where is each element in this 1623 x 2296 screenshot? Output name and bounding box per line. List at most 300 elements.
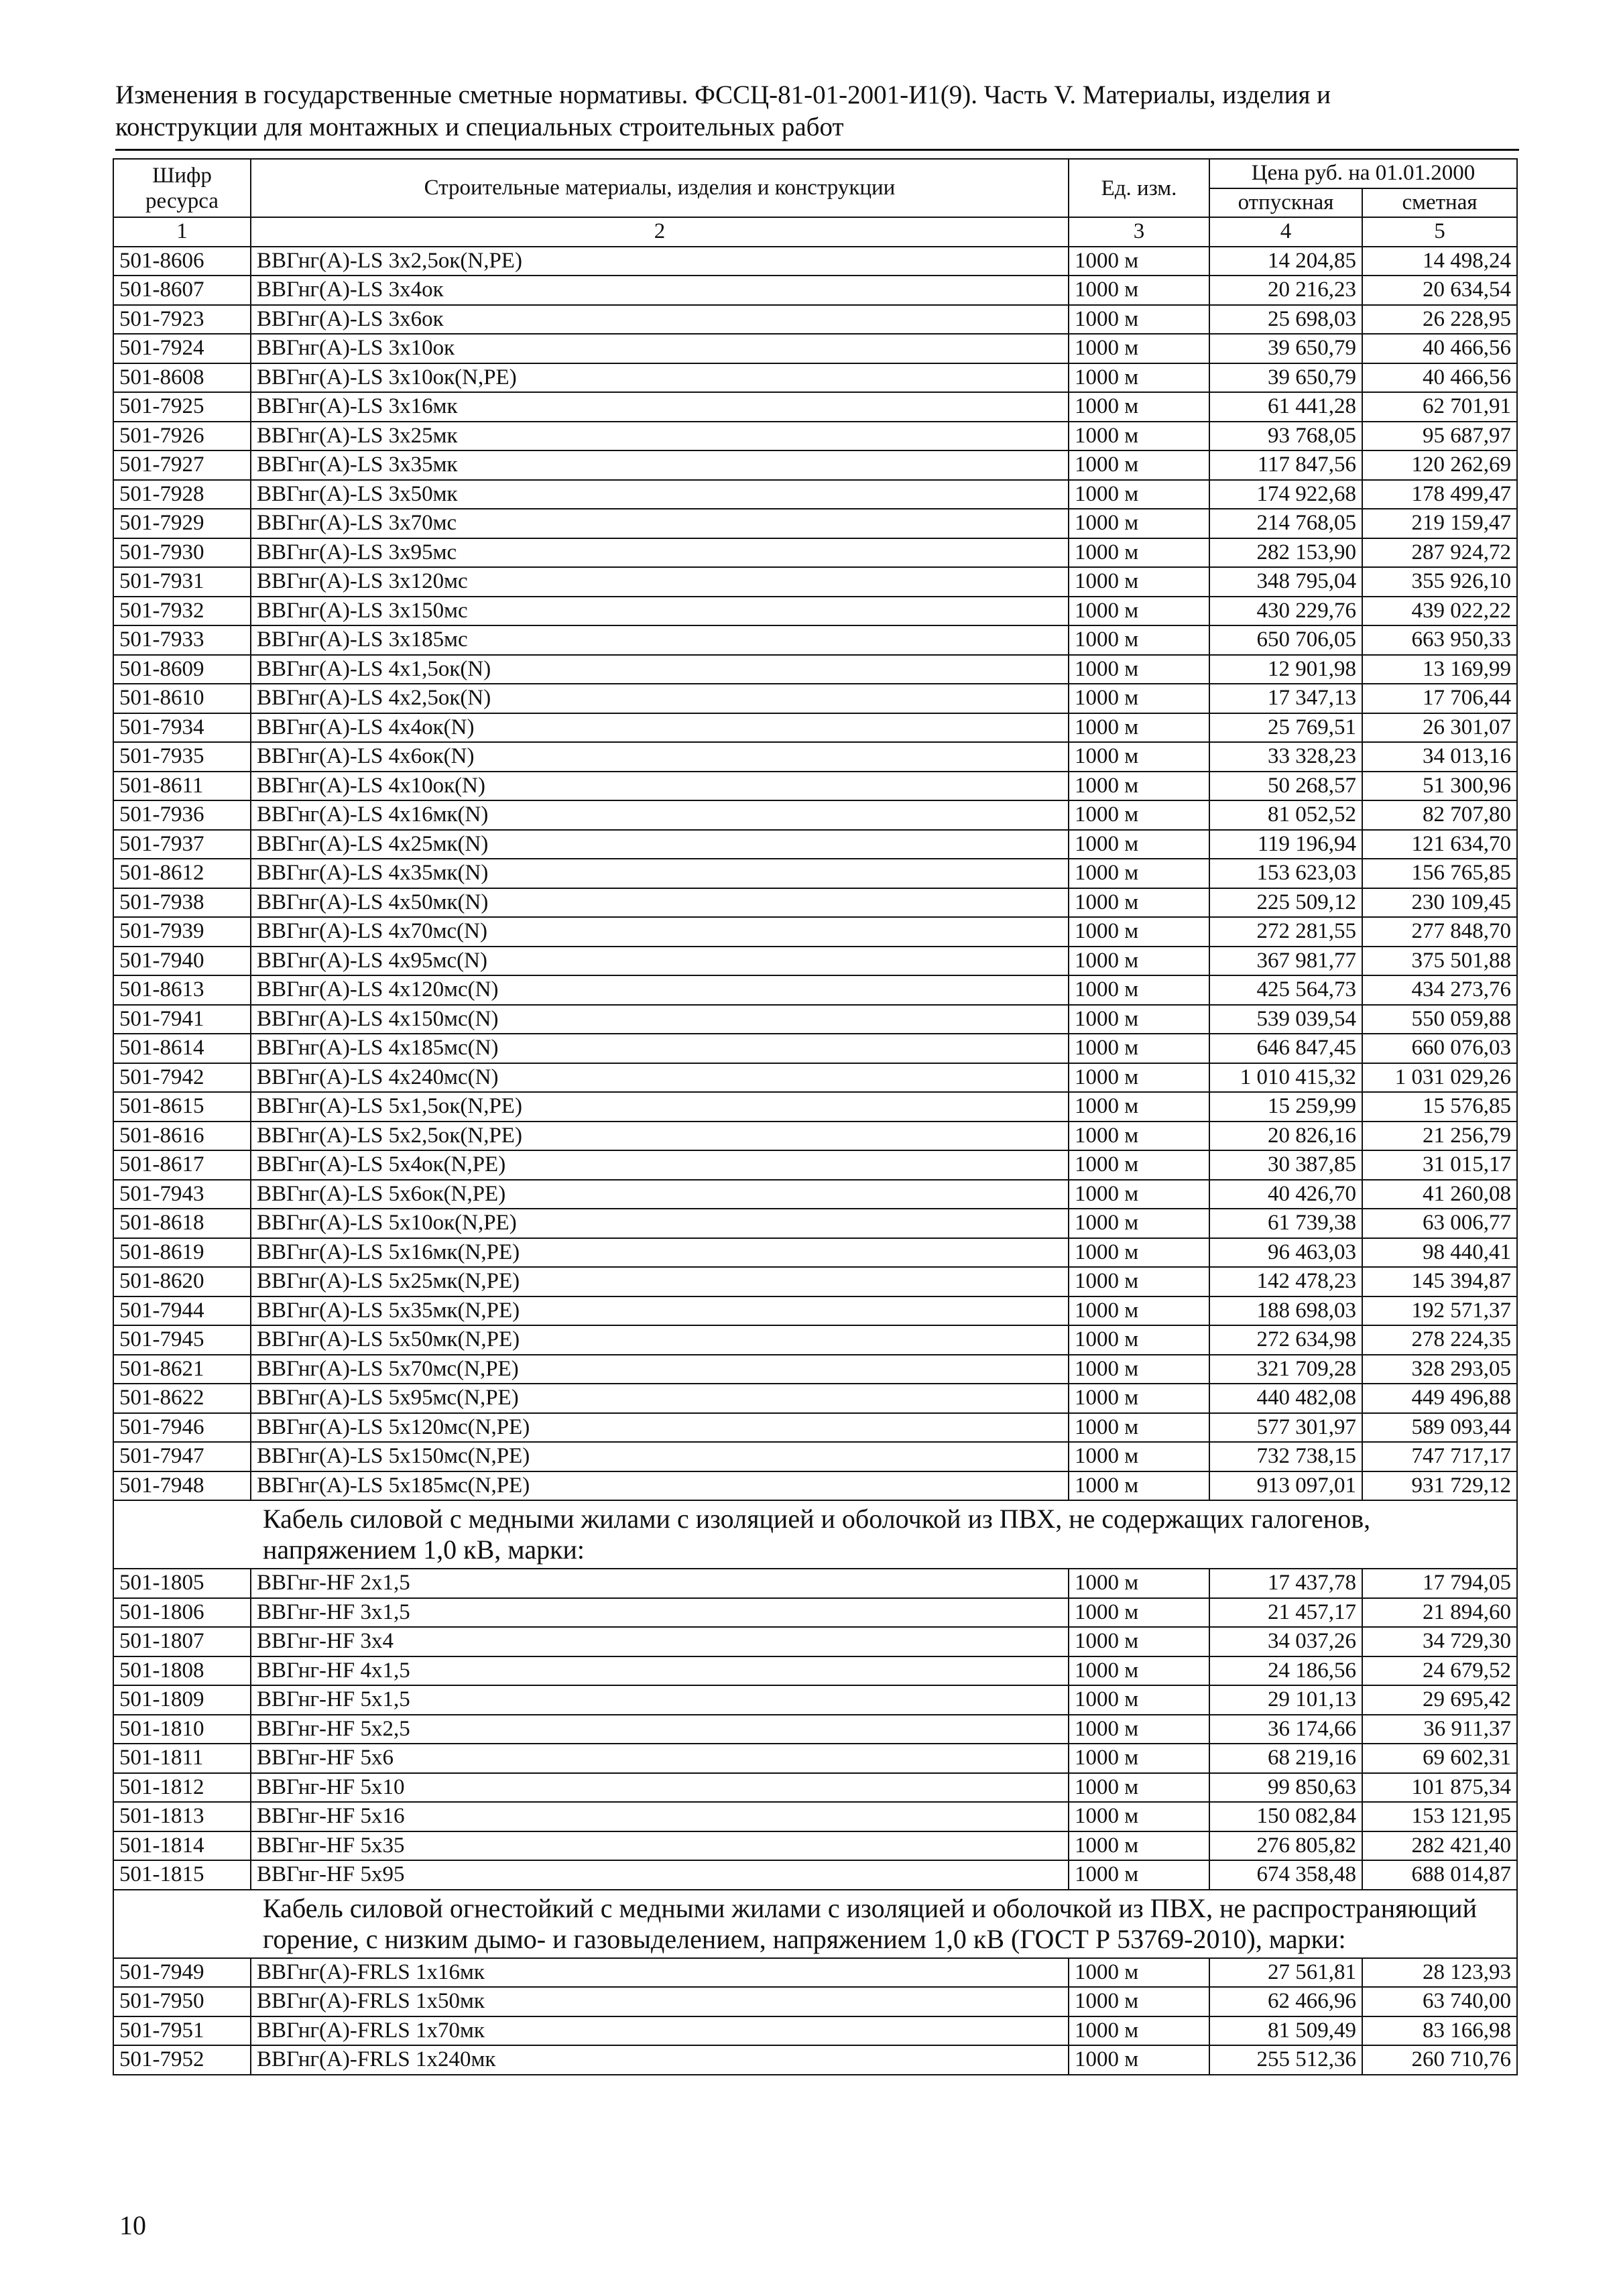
resource-code-cell: 501-7943	[113, 1180, 251, 1209]
unit-cell: 1000 м	[1069, 1715, 1209, 1744]
resource-code-cell: 501-7947	[113, 1442, 251, 1471]
table-row	[113, 1122, 1517, 1151]
resource-code-cell: 501-7952	[113, 2045, 251, 2075]
release-price-cell: 17 347,13	[1209, 684, 1362, 713]
estimate-price-cell: 355 926,10	[1362, 567, 1517, 597]
header-rule	[115, 149, 1519, 151]
estimate-price-cell: 287 924,72	[1362, 538, 1517, 568]
material-name-cell: ВВГнг(А)-LS 3х95мс	[251, 538, 1069, 568]
unit-cell: 1000 м	[1069, 772, 1209, 801]
resource-code-cell: 501-8620	[113, 1267, 251, 1296]
section-heading-row	[113, 1500, 1517, 1569]
estimate-price-cell: 63 006,77	[1362, 1209, 1517, 1238]
unit-cell: 1000 м	[1069, 1005, 1209, 1034]
material-name-cell: ВВГнг-HF 3х1,5	[251, 1598, 1069, 1628]
release-price-cell: 29 101,13	[1209, 1685, 1362, 1715]
section-heading: Кабель силовой огнестойкий с медными жилами с изоляцией и оболочкой из ПВХ, не распространяющий горение, с низким дымо- и газовыделением, напряжением 1,0 кВ (ГОСТ Р 53769-2010), марки:	[113, 1890, 1517, 1958]
estimate-price-cell: 178 499,47	[1362, 480, 1517, 509]
material-name-cell: ВВГнг(А)-LS 5х4ок(N,PE)	[251, 1150, 1069, 1180]
material-name-cell: ВВГнг(А)-LS 5х10ок(N,PE)	[251, 1209, 1069, 1238]
estimate-price-cell: 95 687,97	[1362, 422, 1517, 451]
estimate-price-cell: 219 159,47	[1362, 509, 1517, 538]
material-name-cell: ВВГнг(А)-LS 3х4ок	[251, 276, 1069, 305]
column-number: 2	[251, 217, 1069, 247]
resource-code-cell: 501-7945	[113, 1325, 251, 1355]
release-price-cell: 255 512,36	[1209, 2045, 1362, 2075]
estimate-price-cell: 28 123,93	[1362, 1958, 1517, 1988]
release-price-cell: 27 561,81	[1209, 1958, 1362, 1988]
release-price-cell: 142 478,23	[1209, 1267, 1362, 1296]
table-row	[113, 975, 1517, 1005]
unit-cell: 1000 м	[1069, 655, 1209, 684]
table-row	[113, 1442, 1517, 1471]
estimate-price-cell: 192 571,37	[1362, 1296, 1517, 1326]
material-name-cell: ВВГнг(А)-LS 3х10ок(N,PE)	[251, 363, 1069, 393]
unit-cell: 1000 м	[1069, 859, 1209, 888]
resource-code-cell: 501-7949	[113, 1958, 251, 1988]
unit-cell: 1000 м	[1069, 1180, 1209, 1209]
material-name-cell: ВВГнг-HF 5х95	[251, 1860, 1069, 1890]
resource-code-cell: 501-7936	[113, 800, 251, 830]
resource-code-cell: 501-7933	[113, 625, 251, 655]
resource-code-cell: 501-1809	[113, 1685, 251, 1715]
resource-code-cell: 501-1811	[113, 1744, 251, 1773]
table-row	[113, 1267, 1517, 1296]
table-row	[113, 1958, 1517, 1988]
unit-cell: 1000 м	[1069, 742, 1209, 772]
material-name-cell: ВВГнг(А)-LS 4х6ок(N)	[251, 742, 1069, 772]
material-name-cell: ВВГнг(А)-FRLS 1х70мк	[251, 2016, 1069, 2046]
material-name-cell: ВВГнг(А)-LS 5х150мс(N,PE)	[251, 1442, 1069, 1471]
unit-cell: 1000 м	[1069, 1413, 1209, 1443]
release-price-cell: 440 482,08	[1209, 1384, 1362, 1413]
unit-cell: 1000 м	[1069, 538, 1209, 568]
material-name-cell: ВВГнг(А)-LS 5х35мк(N,PE)	[251, 1296, 1069, 1326]
resource-code-cell: 501-7934	[113, 713, 251, 743]
resource-code-cell: 501-1814	[113, 1831, 251, 1861]
estimate-price-cell: 663 950,33	[1362, 625, 1517, 655]
resource-code-cell: 501-7939	[113, 917, 251, 947]
resource-code-cell: 501-7930	[113, 538, 251, 568]
release-price-cell: 430 229,76	[1209, 597, 1362, 626]
estimate-price-cell: 98 440,41	[1362, 1238, 1517, 1268]
resource-code-cell: 501-7944	[113, 1296, 251, 1326]
release-price-cell: 117 847,56	[1209, 450, 1362, 480]
material-name-cell: ВВГнг(А)-LS 4х240мс(N)	[251, 1063, 1069, 1093]
table-row	[113, 1238, 1517, 1268]
material-name-cell: ВВГнг(А)-LS 3х70мс	[251, 509, 1069, 538]
release-price-cell: 39 650,79	[1209, 334, 1362, 363]
material-name-cell: ВВГнг-HF 5х10	[251, 1773, 1069, 1803]
release-price-cell: 650 706,05	[1209, 625, 1362, 655]
estimate-price-cell: 121 634,70	[1362, 830, 1517, 859]
release-price-cell: 214 768,05	[1209, 509, 1362, 538]
estimate-price-cell: 120 262,69	[1362, 450, 1517, 480]
release-price-cell: 577 301,97	[1209, 1413, 1362, 1443]
release-price-cell: 153 623,03	[1209, 859, 1362, 888]
material-name-cell: ВВГнг(А)-LS 4х70мс(N)	[251, 917, 1069, 947]
release-price-cell: 20 216,23	[1209, 276, 1362, 305]
resource-code-cell: 501-7950	[113, 1987, 251, 2016]
table-row	[113, 1355, 1517, 1384]
material-name-cell: ВВГнг-HF 4х1,5	[251, 1656, 1069, 1686]
material-name-cell: ВВГнг(А)-LS 5х120мс(N,PE)	[251, 1413, 1069, 1443]
unit-cell: 1000 м	[1069, 947, 1209, 976]
release-price-cell: 33 328,23	[1209, 742, 1362, 772]
material-name-cell: ВВГнг(А)-LS 5х16мк(N,PE)	[251, 1238, 1069, 1268]
resource-code-cell: 501-8612	[113, 859, 251, 888]
resource-code-cell: 501-8622	[113, 1384, 251, 1413]
table-row	[113, 888, 1517, 918]
unit-cell: 1000 м	[1069, 713, 1209, 743]
resource-code-cell: 501-8607	[113, 276, 251, 305]
column-number: 1	[113, 217, 251, 247]
table-row	[113, 1209, 1517, 1238]
material-name-cell: ВВГнг(А)-LS 4х95мс(N)	[251, 947, 1069, 976]
table-row	[113, 597, 1517, 626]
material-name-cell: ВВГнг(А)-LS 4х16мк(N)	[251, 800, 1069, 830]
resource-code-cell: 501-1806	[113, 1598, 251, 1628]
resource-code-cell: 501-8616	[113, 1122, 251, 1151]
estimate-price-cell: 328 293,05	[1362, 1355, 1517, 1384]
release-price-cell: 61 739,38	[1209, 1209, 1362, 1238]
material-name-cell: ВВГнг-HF 3х4	[251, 1627, 1069, 1656]
release-price-cell: 93 768,05	[1209, 422, 1362, 451]
estimate-price-cell: 40 466,56	[1362, 363, 1517, 393]
estimate-price-cell: 747 717,17	[1362, 1442, 1517, 1471]
estimate-price-cell: 282 421,40	[1362, 1831, 1517, 1861]
estimate-price-cell: 26 228,95	[1362, 305, 1517, 335]
release-price-cell: 367 981,77	[1209, 947, 1362, 976]
resource-code-cell: 501-1812	[113, 1773, 251, 1803]
table-row	[113, 1744, 1517, 1773]
release-price-cell: 21 457,17	[1209, 1598, 1362, 1628]
table-row	[113, 1656, 1517, 1686]
estimate-price-cell: 83 166,98	[1362, 2016, 1517, 2046]
release-price-cell: 34 037,26	[1209, 1627, 1362, 1656]
material-name-cell: ВВГнг(А)-LS 5х70мс(N,PE)	[251, 1355, 1069, 1384]
unit-cell: 1000 м	[1069, 1627, 1209, 1656]
table-row	[113, 859, 1517, 888]
table-row	[113, 1831, 1517, 1861]
document-title-line-2: конструкции для монтажных и специальных строительных работ	[115, 113, 844, 141]
table-row	[113, 450, 1517, 480]
table-row	[113, 363, 1517, 393]
price-table	[113, 158, 1518, 2075]
material-name-cell: ВВГнг-HF 5х1,5	[251, 1685, 1069, 1715]
resource-code-cell: 501-1805	[113, 1569, 251, 1598]
table-row	[113, 1005, 1517, 1034]
release-price-cell: 24 186,56	[1209, 1656, 1362, 1686]
table-row	[113, 684, 1517, 713]
release-price-cell: 39 650,79	[1209, 363, 1362, 393]
unit-cell: 1000 м	[1069, 1150, 1209, 1180]
unit-cell: 1000 м	[1069, 2045, 1209, 2075]
unit-cell: 1000 м	[1069, 1744, 1209, 1773]
table-row	[113, 1598, 1517, 1628]
unit-cell: 1000 м	[1069, 1267, 1209, 1296]
release-price-cell: 81 509,49	[1209, 2016, 1362, 2046]
estimate-price-cell: 24 679,52	[1362, 1656, 1517, 1686]
material-name-cell: ВВГнг(А)-LS 3х120мс	[251, 567, 1069, 597]
table-row	[113, 1034, 1517, 1063]
resource-code-cell: 501-7931	[113, 567, 251, 597]
estimate-price-cell: 51 300,96	[1362, 772, 1517, 801]
material-name-cell: ВВГнг-HF 5х16	[251, 1802, 1069, 1831]
estimate-price-cell: 277 848,70	[1362, 917, 1517, 947]
estimate-price-cell: 17 794,05	[1362, 1569, 1517, 1598]
unit-cell: 1000 м	[1069, 1685, 1209, 1715]
resource-code-cell: 501-8609	[113, 655, 251, 684]
unit-cell: 1000 м	[1069, 888, 1209, 918]
material-name-cell: ВВГнг(А)-LS 5х1,5ок(N,PE)	[251, 1092, 1069, 1122]
table-row	[113, 2016, 1517, 2046]
unit-cell: 1000 м	[1069, 684, 1209, 713]
release-price-cell: 321 709,28	[1209, 1355, 1362, 1384]
unit-cell: 1000 м	[1069, 422, 1209, 451]
header-price-release: отпускная	[1209, 188, 1362, 218]
release-price-cell: 25 698,03	[1209, 305, 1362, 335]
estimate-price-cell: 660 076,03	[1362, 1034, 1517, 1063]
release-price-cell: 425 564,73	[1209, 975, 1362, 1005]
material-name-cell: ВВГнг(А)-LS 3х6ок	[251, 305, 1069, 335]
column-number: 5	[1362, 217, 1517, 247]
resource-code-cell: 501-7923	[113, 305, 251, 335]
estimate-price-cell: 17 706,44	[1362, 684, 1517, 713]
unit-cell: 1000 м	[1069, 625, 1209, 655]
release-price-cell: 150 082,84	[1209, 1802, 1362, 1831]
material-name-cell: ВВГнг(А)-LS 4х150мс(N)	[251, 1005, 1069, 1034]
material-name-cell: ВВГнг(А)-LS 3х50мк	[251, 480, 1069, 509]
release-price-cell: 36 174,66	[1209, 1715, 1362, 1744]
unit-cell: 1000 м	[1069, 2016, 1209, 2046]
estimate-price-cell: 34 729,30	[1362, 1627, 1517, 1656]
release-price-cell: 30 387,85	[1209, 1150, 1362, 1180]
estimate-price-cell: 156 765,85	[1362, 859, 1517, 888]
table-row	[113, 392, 1517, 422]
unit-cell: 1000 м	[1069, 975, 1209, 1005]
release-price-cell: 99 850,63	[1209, 1773, 1362, 1803]
estimate-price-cell: 31 015,17	[1362, 1150, 1517, 1180]
release-price-cell: 96 463,03	[1209, 1238, 1362, 1268]
estimate-price-cell: 260 710,76	[1362, 2045, 1517, 2075]
resource-code-cell: 501-1813	[113, 1802, 251, 1831]
table-row	[113, 567, 1517, 597]
table-body	[113, 247, 1517, 2075]
table-row	[113, 1685, 1517, 1715]
resource-code-cell: 501-8614	[113, 1034, 251, 1063]
table-row	[113, 1987, 1517, 2016]
table-row	[113, 947, 1517, 976]
table-row	[113, 1715, 1517, 1744]
release-price-cell: 25 769,51	[1209, 713, 1362, 743]
unit-cell: 1000 м	[1069, 392, 1209, 422]
resource-code-cell: 501-7926	[113, 422, 251, 451]
material-name-cell: ВВГнг(А)-LS 3х16мк	[251, 392, 1069, 422]
release-price-cell: 188 698,03	[1209, 1296, 1362, 1326]
material-name-cell: ВВГнг-HF 5х2,5	[251, 1715, 1069, 1744]
unit-cell: 1000 м	[1069, 363, 1209, 393]
material-name-cell: ВВГнг(А)-LS 4х1,5ок(N)	[251, 655, 1069, 684]
table-row	[113, 1569, 1517, 1598]
resource-code-cell: 501-1810	[113, 1715, 251, 1744]
release-price-cell: 68 219,16	[1209, 1744, 1362, 1773]
resource-code-cell: 501-7946	[113, 1413, 251, 1443]
release-price-cell: 14 204,85	[1209, 247, 1362, 276]
material-name-cell: ВВГнг(А)-LS 5х50мк(N,PE)	[251, 1325, 1069, 1355]
estimate-price-cell: 589 093,44	[1362, 1413, 1517, 1443]
resource-code-cell: 501-7951	[113, 2016, 251, 2046]
estimate-price-cell: 21 256,79	[1362, 1122, 1517, 1151]
material-name-cell: ВВГнг(А)-FRLS 1х240мк	[251, 2045, 1069, 2075]
table-row	[113, 1150, 1517, 1180]
unit-cell: 1000 м	[1069, 1831, 1209, 1861]
table-row	[113, 1802, 1517, 1831]
resource-code-cell: 501-7937	[113, 830, 251, 859]
material-name-cell: ВВГнг(А)-LS 3х10ок	[251, 334, 1069, 363]
table-row	[113, 1627, 1517, 1656]
resource-code-cell: 501-7938	[113, 888, 251, 918]
release-price-cell: 646 847,45	[1209, 1034, 1362, 1063]
table-row	[113, 1384, 1517, 1413]
release-price-cell: 276 805,82	[1209, 1831, 1362, 1861]
material-name-cell: ВВГнг(А)-LS 5х25мк(N,PE)	[251, 1267, 1069, 1296]
unit-cell: 1000 м	[1069, 1092, 1209, 1122]
unit-cell: 1000 м	[1069, 1034, 1209, 1063]
estimate-price-cell: 82 707,80	[1362, 800, 1517, 830]
material-name-cell: ВВГнг(А)-FRLS 1х16мк	[251, 1958, 1069, 1988]
table-row	[113, 1325, 1517, 1355]
unit-cell: 1000 м	[1069, 1987, 1209, 2016]
table-row	[113, 655, 1517, 684]
resource-code-cell: 501-7927	[113, 450, 251, 480]
table-row	[113, 1413, 1517, 1443]
release-price-cell: 12 901,98	[1209, 655, 1362, 684]
release-price-cell: 282 153,90	[1209, 538, 1362, 568]
estimate-price-cell: 21 894,60	[1362, 1598, 1517, 1628]
estimate-price-cell: 14 498,24	[1362, 247, 1517, 276]
material-name-cell: ВВГнг(А)-LS 4х10ок(N)	[251, 772, 1069, 801]
unit-cell: 1000 м	[1069, 1355, 1209, 1384]
release-price-cell: 272 634,98	[1209, 1325, 1362, 1355]
estimate-price-cell: 153 121,95	[1362, 1802, 1517, 1831]
release-price-cell: 272 281,55	[1209, 917, 1362, 947]
resource-code-cell: 501-7941	[113, 1005, 251, 1034]
estimate-price-cell: 449 496,88	[1362, 1384, 1517, 1413]
resource-code-cell: 501-7948	[113, 1471, 251, 1501]
material-name-cell: ВВГнг(А)-LS 3х150мс	[251, 597, 1069, 626]
table-row	[113, 2045, 1517, 2075]
resource-code-cell: 501-8617	[113, 1150, 251, 1180]
unit-cell: 1000 м	[1069, 1296, 1209, 1326]
material-name-cell: ВВГнг(А)-FRLS 1х50мк	[251, 1987, 1069, 2016]
unit-cell: 1000 м	[1069, 830, 1209, 859]
table-row	[113, 334, 1517, 363]
material-name-cell: ВВГнг(А)-LS 5х95мс(N,PE)	[251, 1384, 1069, 1413]
unit-cell: 1000 м	[1069, 1958, 1209, 1988]
table-row	[113, 625, 1517, 655]
header-code: Шифр ресурса	[113, 159, 251, 217]
resource-code-cell: 501-8618	[113, 1209, 251, 1238]
material-name-cell: ВВГнг(А)-LS 4х50мк(N)	[251, 888, 1069, 918]
unit-cell: 1000 м	[1069, 305, 1209, 335]
header-name: Строительные материалы, изделия и конструкции	[251, 159, 1069, 217]
table-row	[113, 1092, 1517, 1122]
unit-cell: 1000 м	[1069, 1802, 1209, 1831]
table-row	[113, 538, 1517, 568]
release-price-cell: 15 259,99	[1209, 1092, 1362, 1122]
unit-cell: 1000 м	[1069, 1442, 1209, 1471]
release-price-cell: 732 738,15	[1209, 1442, 1362, 1471]
release-price-cell: 17 437,78	[1209, 1569, 1362, 1598]
resource-code-cell: 501-1808	[113, 1656, 251, 1686]
estimate-price-cell: 62 701,91	[1362, 392, 1517, 422]
header-price-group: Цена руб. на 01.01.2000	[1209, 159, 1517, 188]
estimate-price-cell: 145 394,87	[1362, 1267, 1517, 1296]
estimate-price-cell: 375 501,88	[1362, 947, 1517, 976]
unit-cell: 1000 м	[1069, 1860, 1209, 1890]
unit-cell: 1000 м	[1069, 480, 1209, 509]
material-name-cell: ВВГнг-HF 2х1,5	[251, 1569, 1069, 1598]
resource-code-cell: 501-7924	[113, 334, 251, 363]
release-price-cell: 674 358,48	[1209, 1860, 1362, 1890]
column-number: 3	[1069, 217, 1209, 247]
table-row	[113, 1860, 1517, 1890]
column-number: 4	[1209, 217, 1362, 247]
resource-code-cell: 501-7935	[113, 742, 251, 772]
estimate-price-cell: 69 602,31	[1362, 1744, 1517, 1773]
unit-cell: 1000 м	[1069, 450, 1209, 480]
unit-cell: 1000 м	[1069, 597, 1209, 626]
estimate-price-cell: 230 109,45	[1362, 888, 1517, 918]
table-row	[113, 772, 1517, 801]
material-name-cell: ВВГнг(А)-LS 5х185мс(N,PE)	[251, 1471, 1069, 1501]
resource-code-cell: 501-8621	[113, 1355, 251, 1384]
unit-cell: 1000 м	[1069, 1209, 1209, 1238]
unit-cell: 1000 м	[1069, 917, 1209, 947]
release-price-cell: 913 097,01	[1209, 1471, 1362, 1501]
resource-code-cell: 501-8611	[113, 772, 251, 801]
estimate-price-cell: 29 695,42	[1362, 1685, 1517, 1715]
section-heading: Кабель силовой с медными жилами с изоляцией и оболочкой из ПВХ, не содержащих галогенов, напряжением 1,0 кВ, марки:	[113, 1500, 1517, 1569]
release-price-cell: 119 196,94	[1209, 830, 1362, 859]
column-number-row	[113, 217, 1517, 247]
material-name-cell: ВВГнг(А)-LS 4х2,5ок(N)	[251, 684, 1069, 713]
resource-code-cell: 501-8606	[113, 247, 251, 276]
estimate-price-cell: 20 634,54	[1362, 276, 1517, 305]
estimate-price-cell: 550 059,88	[1362, 1005, 1517, 1034]
header-price-estimate: сметная	[1362, 188, 1517, 218]
table-row	[113, 509, 1517, 538]
estimate-price-cell: 931 729,12	[1362, 1471, 1517, 1501]
resource-code-cell: 501-8608	[113, 363, 251, 393]
table-row	[113, 1063, 1517, 1093]
release-price-cell: 62 466,96	[1209, 1987, 1362, 2016]
unit-cell: 1000 м	[1069, 334, 1209, 363]
table-row	[113, 480, 1517, 509]
resource-code-cell: 501-8619	[113, 1238, 251, 1268]
material-name-cell: ВВГнг(А)-LS 4х120мс(N)	[251, 975, 1069, 1005]
resource-code-cell: 501-1807	[113, 1627, 251, 1656]
table-row	[113, 1180, 1517, 1209]
estimate-price-cell: 439 022,22	[1362, 597, 1517, 626]
estimate-price-cell: 1 031 029,26	[1362, 1063, 1517, 1093]
table-row	[113, 305, 1517, 335]
unit-cell: 1000 м	[1069, 1325, 1209, 1355]
page-header	[115, 79, 1523, 143]
release-price-cell: 225 509,12	[1209, 888, 1362, 918]
table-row	[113, 917, 1517, 947]
